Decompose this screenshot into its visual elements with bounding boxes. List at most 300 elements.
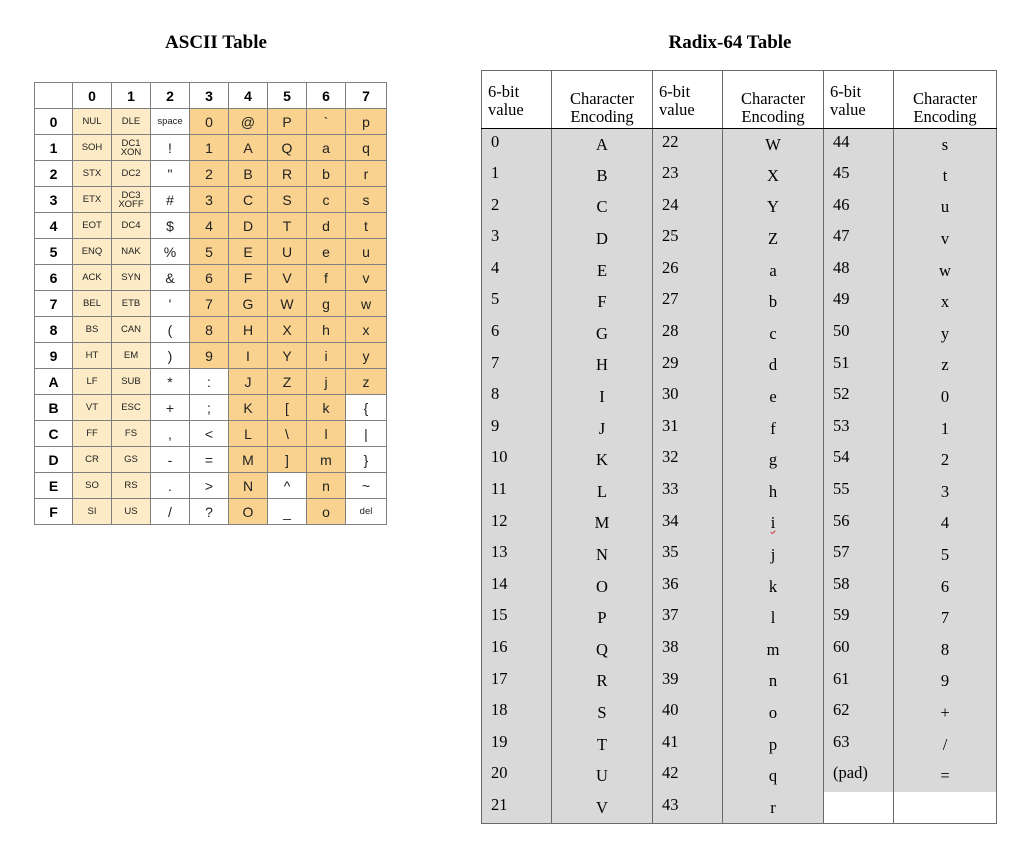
ascii-cell: s [346,187,387,213]
radix64-value-cell: 34 [653,508,723,540]
ascii-cell: k [307,395,346,421]
ascii-row-header: 0 [35,109,73,135]
header-character-encoding: Character Encoding [894,71,997,129]
ascii-row [35,213,387,239]
radix64-encoding-cell: j [723,539,824,571]
radix64-value-cell: 2 [482,192,552,224]
radix64-value-cell: 6 [482,318,552,350]
radix64-row [482,602,997,634]
ascii-cell: H [229,317,268,343]
radix64-value-cell: 54 [824,444,894,476]
radix64-encoding-cell: 4 [894,508,997,540]
radix64-value-cell: 33 [653,476,723,508]
radix64-value-cell: 52 [824,381,894,413]
ascii-cell: 8 [190,317,229,343]
ascii-cell: W [268,291,307,317]
radix64-encoding-cell: Y [723,192,824,224]
radix64-value-cell: 56 [824,508,894,540]
radix64-encoding-cell: 2 [894,444,997,476]
radix64-encoding-cell: o [723,697,824,729]
radix64-value-cell: 26 [653,255,723,287]
ascii-cell: SI [73,499,112,525]
radix64-encoding-cell: 8 [894,634,997,666]
radix64-encoding-cell: G [552,318,653,350]
radix64-encoding-cell [723,508,824,540]
radix64-value-cell: 23 [653,160,723,192]
radix64-value-cell [824,792,894,824]
radix64-value-cell: 46 [824,192,894,224]
radix64-encoding-cell: H [552,350,653,382]
radix64-row [482,760,997,792]
radix64-value-cell: 13 [482,539,552,571]
ascii-cell: 6 [190,265,229,291]
radix64-value-cell: 20 [482,760,552,792]
ascii-cell: @ [229,109,268,135]
ascii-cell: EM [112,343,151,369]
radix64-row [482,697,997,729]
ascii-cell: = [190,447,229,473]
ascii-cell: h [307,317,346,343]
radix64-encoding-cell: w [894,255,997,287]
ascii-cell: LF [73,369,112,395]
radix64-table [481,70,997,824]
ascii-cell: NUL [73,109,112,135]
ascii-cell: U [268,239,307,265]
ascii-cell: x [346,317,387,343]
ascii-cell: E [229,239,268,265]
radix64-encoding-cell: s [894,129,997,161]
ascii-row [35,499,387,525]
radix64-encoding-cell: Q [552,634,653,666]
radix64-row [482,160,997,192]
ascii-cell: _ [268,499,307,525]
ascii-cell: ~ [346,473,387,499]
ascii-cell: EOT [73,213,112,239]
radix64-encoding-cell: 0 [894,381,997,413]
ascii-cell: < [190,421,229,447]
radix64-value-cell: 21 [482,792,552,824]
ascii-cell: space [151,109,190,135]
ascii-row-header: C [35,421,73,447]
ascii-cell: FF [73,421,112,447]
radix64-value-cell: 0 [482,129,552,161]
ascii-cell: ( [151,317,190,343]
ascii-cell: ! [151,135,190,161]
ascii-row [35,161,387,187]
header-character-encoding: Character Encoding [723,71,824,129]
radix64-value-cell: 17 [482,666,552,698]
radix64-row [482,381,997,413]
radix64-table-title: Radix-64 Table [668,32,792,53]
ascii-cell: BEL [73,291,112,317]
ascii-cell: n [307,473,346,499]
ascii-cell: B [229,161,268,187]
ascii-cell: & [151,265,190,291]
ascii-cell: DLE [112,109,151,135]
radix64-value-cell: 62 [824,697,894,729]
radix64-encoding-cell: T [552,729,653,761]
radix64-row [482,444,997,476]
radix64-row [482,286,997,318]
radix64-value-cell: 60 [824,634,894,666]
radix64-value-cell: 4 [482,255,552,287]
ascii-cell: ] [268,447,307,473]
ascii-cell: ) [151,343,190,369]
ascii-cell: RS [112,473,151,499]
ascii-cell: 0 [190,109,229,135]
radix64-encoding-cell: x [894,286,997,318]
radix64-row [482,129,997,161]
radix64-encoding-cell: Z [723,223,824,255]
ascii-row-header: D [35,447,73,473]
radix64-value-cell: 58 [824,571,894,603]
radix64-encoding-cell: P [552,602,653,634]
radix64-encoding-cell: l [723,602,824,634]
ascii-cell: * [151,369,190,395]
ascii-row [35,395,387,421]
ascii-cell: P [268,109,307,135]
radix64-value-cell: 51 [824,350,894,382]
radix64-value-cell: 37 [653,602,723,634]
ascii-cell: 2 [190,161,229,187]
ascii-cell: l [307,421,346,447]
radix64-value-cell: 24 [653,192,723,224]
radix64-encoding-text: i [770,513,776,533]
radix64-encoding-cell: 3 [894,476,997,508]
radix64-encoding-cell: g [723,444,824,476]
ascii-cell: G [229,291,268,317]
ascii-cell: CR [73,447,112,473]
ascii-row [35,317,387,343]
ascii-cell: z [346,369,387,395]
ascii-col-header: 7 [346,83,387,109]
radix64-value-cell: 41 [653,729,723,761]
ascii-cell: 7 [190,291,229,317]
ascii-cell: / [151,499,190,525]
ascii-row-header: 1 [35,135,73,161]
radix64-value-cell: 57 [824,539,894,571]
ascii-cell: SO [73,473,112,499]
ascii-corner-cell [35,83,73,109]
radix64-encoding-cell: 9 [894,666,997,698]
ascii-cell: FS [112,421,151,447]
ascii-cell: - [151,447,190,473]
ascii-cell: ESC [112,395,151,421]
radix64-value-cell: 29 [653,350,723,382]
ascii-row-header: 5 [35,239,73,265]
ascii-row [35,447,387,473]
ascii-cell: VT [73,395,112,421]
ascii-cell: ETB [112,291,151,317]
radix64-row [482,508,997,540]
ascii-cell: 4 [190,213,229,239]
ascii-table [34,82,387,525]
ascii-cell: STX [73,161,112,187]
radix64-encoding-cell: X [723,160,824,192]
ascii-cell: F [229,265,268,291]
radix64-encoding-cell: 1 [894,413,997,445]
radix64-encoding-cell: 7 [894,602,997,634]
radix64-value-cell: 7 [482,350,552,382]
radix64-encoding-cell: O [552,571,653,603]
radix64-value-cell: 1 [482,160,552,192]
ascii-cell: SYN [112,265,151,291]
ascii-cell: ' [151,291,190,317]
ascii-cell: L [229,421,268,447]
radix64-encoding-cell: v [894,223,997,255]
ascii-cell: ? [190,499,229,525]
radix64-value-cell: 12 [482,508,552,540]
ascii-cell: : [190,369,229,395]
radix64-value-cell: 18 [482,697,552,729]
radix64-encoding-cell: U [552,760,653,792]
radix64-row [482,413,997,445]
radix64-value-cell: 50 [824,318,894,350]
radix64-row [482,255,997,287]
ascii-cell: J [229,369,268,395]
radix64-encoding-cell: D [552,223,653,255]
radix64-encoding-cell: C [552,192,653,224]
ascii-row [35,265,387,291]
ascii-cell: a [307,135,346,161]
ascii-cell: q [346,135,387,161]
ascii-row-header: 4 [35,213,73,239]
ascii-cell: NAK [112,239,151,265]
ascii-cell: ; [190,395,229,421]
radix64-encoding-cell: K [552,444,653,476]
ascii-cell: ` [307,109,346,135]
radix64-value-cell: 61 [824,666,894,698]
ascii-cell: X [268,317,307,343]
ascii-col-header: 5 [268,83,307,109]
ascii-row [35,291,387,317]
radix64-encoding-cell: d [723,350,824,382]
ascii-cell: A [229,135,268,161]
radix64-value-cell: 9 [482,413,552,445]
ascii-cell: DC3 XOFF [112,187,151,213]
radix64-encoding-cell: F [552,286,653,318]
radix64-encoding-cell: = [894,760,997,792]
ascii-row-header: F [35,499,73,525]
ascii-row-header: 6 [35,265,73,291]
ascii-row-header: 2 [35,161,73,187]
radix64-value-cell: 53 [824,413,894,445]
ascii-cell: DC1 XON [112,135,151,161]
radix64-encoding-cell: + [894,697,997,729]
ascii-cell: . [151,473,190,499]
ascii-cell: y [346,343,387,369]
radix64-row [482,539,997,571]
ascii-col-header: 6 [307,83,346,109]
ascii-cell: CAN [112,317,151,343]
ascii-cell: HT [73,343,112,369]
radix64-encoding-cell: y [894,318,997,350]
radix64-encoding-cell: L [552,476,653,508]
ascii-cell: f [307,265,346,291]
ascii-cell: V [268,265,307,291]
ascii-cell: ETX [73,187,112,213]
radix64-value-cell: 63 [824,729,894,761]
radix64-encoding-cell: A [552,129,653,161]
ascii-cell: c [307,187,346,213]
ascii-row [35,343,387,369]
ascii-cell: # [151,187,190,213]
radix64-encoding-cell: W [723,129,824,161]
ascii-cell: % [151,239,190,265]
radix64-header-row [482,71,997,129]
radix64-value-cell: 10 [482,444,552,476]
ascii-cell: | [346,421,387,447]
radix64-encoding-cell: z [894,350,997,382]
radix64-value-cell: 28 [653,318,723,350]
radix64-row [482,666,997,698]
ascii-cell: d [307,213,346,239]
radix64-value-cell: 27 [653,286,723,318]
radix64-encoding-cell: R [552,666,653,698]
ascii-cell: u [346,239,387,265]
radix64-encoding-cell: r [723,792,824,824]
ascii-row-header: 3 [35,187,73,213]
radix64-value-cell: 38 [653,634,723,666]
ascii-row-header: 8 [35,317,73,343]
radix64-value-cell: 25 [653,223,723,255]
radix64-row [482,350,997,382]
radix64-encoding-cell: B [552,160,653,192]
radix64-encoding-cell: M [552,508,653,540]
ascii-cell: [ [268,395,307,421]
ascii-row-header: A [35,369,73,395]
radix64-row [482,318,997,350]
ascii-col-header: 4 [229,83,268,109]
radix64-encoding-cell: u [894,192,997,224]
radix64-encoding-cell: n [723,666,824,698]
radix64-row [482,634,997,666]
ascii-cell: US [112,499,151,525]
ascii-cell: Q [268,135,307,161]
radix64-encoding-cell: E [552,255,653,287]
ascii-cell: O [229,499,268,525]
ascii-cell: $ [151,213,190,239]
radix64-encoding-cell: b [723,286,824,318]
ascii-cell: C [229,187,268,213]
ascii-row [35,135,387,161]
ascii-row-header: E [35,473,73,499]
radix64-row [482,792,997,824]
ascii-col-header: 0 [73,83,112,109]
radix64-encoding-cell: q [723,760,824,792]
ascii-cell: Y [268,343,307,369]
radix64-value-cell: 16 [482,634,552,666]
ascii-cell: p [346,109,387,135]
ascii-row [35,421,387,447]
ascii-cell: 9 [190,343,229,369]
radix64-row [482,729,997,761]
ascii-cell: , [151,421,190,447]
radix64-row [482,192,997,224]
header-6bit-value: 6-bit value [824,71,894,129]
radix64-value-cell: 8 [482,381,552,413]
radix64-encoding-cell: 6 [894,571,997,603]
ascii-cell: R [268,161,307,187]
ascii-cell: ACK [73,265,112,291]
ascii-cell: v [346,265,387,291]
radix64-encoding-cell: k [723,571,824,603]
radix64-value-cell: 55 [824,476,894,508]
ascii-table-title: ASCII Table [165,32,267,53]
ascii-cell: DC2 [112,161,151,187]
radix64-value-cell: 31 [653,413,723,445]
ascii-cell: r [346,161,387,187]
ascii-col-header: 2 [151,83,190,109]
ascii-cell: T [268,213,307,239]
radix64-value-cell: 49 [824,286,894,318]
radix64-row [482,571,997,603]
ascii-cell: e [307,239,346,265]
radix64-value-cell: 15 [482,602,552,634]
ascii-cell: S [268,187,307,213]
radix64-value-cell: 48 [824,255,894,287]
header-6bit-value: 6-bit value [482,71,552,129]
ascii-cell: } [346,447,387,473]
ascii-cell: del [346,499,387,525]
ascii-cell: t [346,213,387,239]
ascii-cell: SOH [73,135,112,161]
radix64-encoding-cell: h [723,476,824,508]
header-6bit-value: 6-bit value [653,71,723,129]
radix64-encoding-cell: I [552,381,653,413]
radix64-value-cell: 22 [653,129,723,161]
ascii-row [35,473,387,499]
radix64-value-cell: 44 [824,129,894,161]
ascii-cell: ^ [268,473,307,499]
radix64-value-cell: 19 [482,729,552,761]
ascii-cell: K [229,395,268,421]
header-character-encoding: Character Encoding [552,71,653,129]
ascii-cell: o [307,499,346,525]
ascii-cell: I [229,343,268,369]
radix64-encoding-cell: e [723,381,824,413]
ascii-cell: N [229,473,268,499]
ascii-cell: m [307,447,346,473]
radix64-value-cell: 11 [482,476,552,508]
radix64-value-cell: 45 [824,160,894,192]
ascii-cell: 3 [190,187,229,213]
radix64-encoding-cell: / [894,729,997,761]
ascii-cell: ENQ [73,239,112,265]
radix64-value-cell: 40 [653,697,723,729]
ascii-cell: M [229,447,268,473]
radix64-value-cell: 3 [482,223,552,255]
radix64-value-cell: 35 [653,539,723,571]
ascii-cell: D [229,213,268,239]
ascii-cell: + [151,395,190,421]
ascii-cell: 1 [190,135,229,161]
radix64-value-cell: 43 [653,792,723,824]
radix64-encoding-cell: a [723,255,824,287]
radix64-encoding-cell: f [723,413,824,445]
radix64-value-cell: 30 [653,381,723,413]
ascii-cell: i [307,343,346,369]
radix64-encoding-cell: V [552,792,653,824]
ascii-cell: { [346,395,387,421]
ascii-cell: w [346,291,387,317]
radix64-value-cell: 47 [824,223,894,255]
radix64-encoding-cell [894,792,997,824]
ascii-col-header: 3 [190,83,229,109]
ascii-cell: Z [268,369,307,395]
ascii-row-header: 9 [35,343,73,369]
radix64-value-cell: 39 [653,666,723,698]
